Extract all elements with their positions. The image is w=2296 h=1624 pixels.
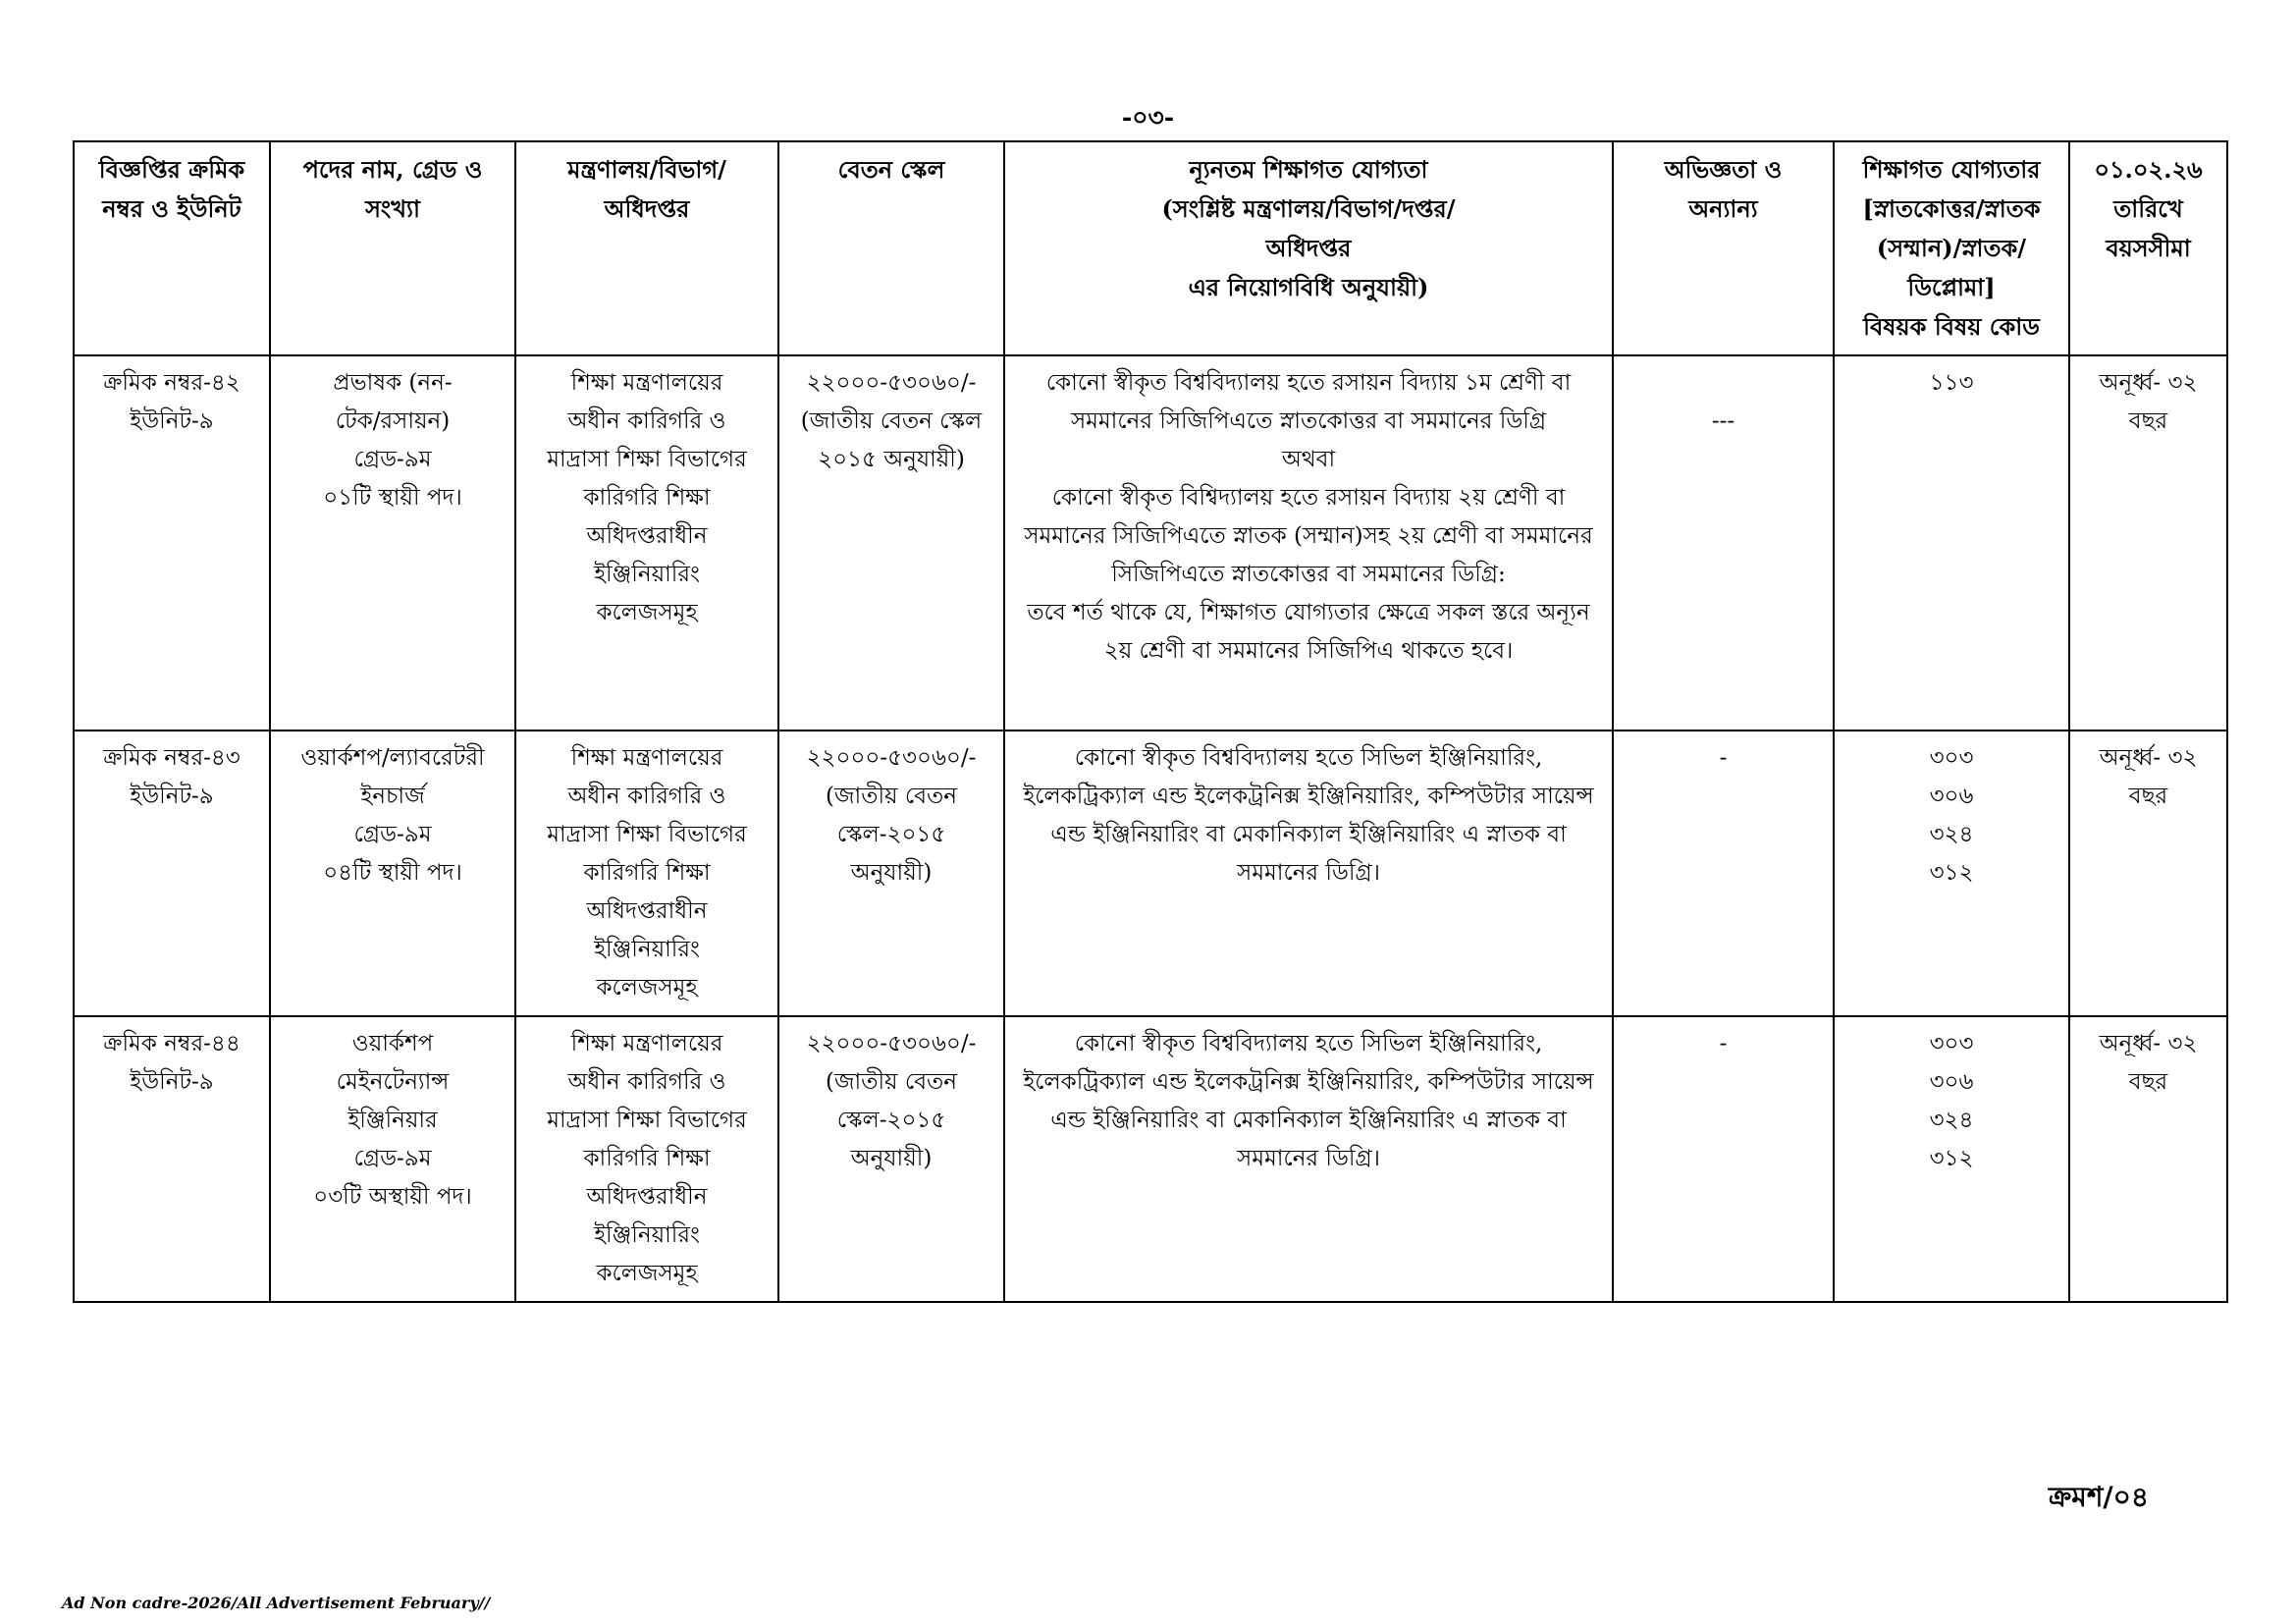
table-row bbox=[74, 731, 2227, 1016]
footer-reference: Ad Non cadre-2026/All Advertisement February// bbox=[62, 1594, 491, 1612]
age-limit-cell: অনূর্ধ্ব- ৩২ বছর bbox=[2069, 1016, 2227, 1302]
subject-code-cell: ১১৩ bbox=[1834, 355, 2069, 731]
age-limit-cell: অনূর্ধ্ব- ৩২ বছর bbox=[2069, 355, 2227, 731]
continued-label: ক্রমশ/০৪ bbox=[2048, 1481, 2149, 1513]
post-cell: প্রভাষক (নন- টেক/রসায়ন) গ্রেড-৯ম ০১টি স্থায়ী পদ। bbox=[270, 355, 515, 731]
recruitment-table bbox=[73, 140, 2228, 1303]
post-cell: ওয়ার্কশপ মেইনটেন্যান্স ইঞ্জিনিয়ার গ্রেড-৯ম ০৩টি অস্থায়ী পদ। bbox=[270, 1016, 515, 1302]
qualification-cell: কোনো স্বীকৃত বিশ্ববিদ্যালয় হতে সিভিল ইঞ্জিনিয়ারিং, ইলেকট্রিক্যাল এন্ড ইলেকট্রনিক্স ইঞ্জিনিয়ারিং, কম্পিউটার সায়েন্স এন্ড ইঞ্জিনিয়ারিং বা মেকানিক্যাল ইঞ্জিনিয়ারিং এ স্নাতক বা সমমানের ডিগ্রি। bbox=[1004, 1016, 1613, 1302]
post-cell: ওয়ার্কশপ/ল্যাবরেটরী ইনচার্জ গ্রেড-৯ম ০৪টি স্থায়ী পদ। bbox=[270, 731, 515, 1016]
qualification-cell: কোনো স্বীকৃত বিশ্ববিদ্যালয় হতে সিভিল ইঞ্জিনিয়ারিং, ইলেকট্রিক্যাল এন্ড ইলেকট্রনিক্স ইঞ্জিনিয়ারিং, কম্পিউটার সায়েন্স এন্ড ইঞ্জিনিয়ারিং বা মেকানিক্যাল ইঞ্জিনিয়ারিং এ স্নাতক বা সমমানের ডিগ্রি। bbox=[1004, 731, 1613, 1016]
ministry-cell: শিক্ষা মন্ত্রণালয়ের অধীন কারিগরি ও মাদ্রাসা শিক্ষা বিভাগের কারিগরি শিক্ষা অধিদপ্তরাধীন ইঞ্জিনিয়ারিং কলেজসমূহ bbox=[515, 731, 778, 1016]
qualification-cell: কোনো স্বীকৃত বিশ্ববিদ্যালয় হতে রসায়ন বিদ্যায় ১ম শ্রেণী বা সমমানের সিজিপিএতে স্নাতকোত্তর বা সমমানের ডিগ্রি অথবা কোনো স্বীকৃত বিশ্বিদ্যালয় হতে রসায়ন বিদ্যায় ২য় শ্রেণী বা সমমানের সিজিপিএতে স্নাতক (সম্মান)সহ ২য় শ্রেণী বা সমমানের সিজিপিএতে স্নাতকোত্তর বা সমমানের ডিগ্রি: তবে শর্ত থাকে যে, শিক্ষাগত যোগ্যতার ক্ষেত্রে সকল স্তরে অন্যূন ২য় শ্রেণী বা সমমানের সিজিপিএ থাকতে হবে। bbox=[1004, 355, 1613, 731]
page-number: -০৩- bbox=[1121, 103, 1175, 132]
table-row bbox=[74, 1016, 2227, 1302]
header-subject-code: শিক্ষাগত যোগ্যতার [স্নাতকোত্তর/স্নাতক (সম্মান)/স্নাতক/ ডিপ্লোমা] বিষয়ক বিষয় কোড bbox=[1834, 141, 2069, 355]
subject-code-cell: ৩০৩ ৩০৬ ৩২৪ ৩১২ bbox=[1834, 1016, 2069, 1302]
serial-cell: ক্রমিক নম্বর-৪৩ ইউনিট-৯ bbox=[74, 731, 270, 1016]
age-limit-cell: অনূর্ধ্ব- ৩২ বছর bbox=[2069, 731, 2227, 1016]
ministry-cell: শিক্ষা মন্ত্রণালয়ের অধীন কারিগরি ও মাদ্রাসা শিক্ষা বিভাগের কারিগরি শিক্ষা অধিদপ্তরাধীন ইঞ্জিনিয়ারিং কলেজসমূহ bbox=[515, 355, 778, 731]
header-age-limit: ০১.০২.২৬ তারিখে বয়সসীমা bbox=[2069, 141, 2227, 355]
pay-scale-cell: ২২০০০-৫৩০৬০/- (জাতীয় বেতন স্কেল-২০১৫ অনুযায়ী) bbox=[778, 731, 1004, 1016]
experience-cell: - bbox=[1613, 731, 1834, 1016]
serial-cell: ক্রমিক নম্বর-৪৪ ইউনিট-৯ bbox=[74, 1016, 270, 1302]
serial-cell: ক্রমিক নম্বর-৪২ ইউনিট-৯ bbox=[74, 355, 270, 731]
header-row bbox=[74, 141, 2227, 355]
subject-code-cell: ৩০৩ ৩০৬ ৩২৪ ৩১২ bbox=[1834, 731, 2069, 1016]
pay-scale-cell: ২২০০০-৫৩০৬০/- (জাতীয় বেতন স্কেল ২০১৫ অনুযায়ী) bbox=[778, 355, 1004, 731]
header-serial: বিজ্ঞপ্তির ক্রমিক নম্বর ও ইউনিট bbox=[74, 141, 270, 355]
pay-scale-cell: ২২০০০-৫৩০৬০/- (জাতীয় বেতন স্কেল-২০১৫ অনুযায়ী) bbox=[778, 1016, 1004, 1302]
experience-cell: - bbox=[1613, 1016, 1834, 1302]
header-ministry: মন্ত্রণালয়/বিভাগ/ অধিদপ্তর bbox=[515, 141, 778, 355]
header-qualification: ন্যূনতম শিক্ষাগত যোগ্যতা (সংশ্লিষ্ট মন্ত্রণালয়/বিভাগ/দপ্তর/ অধিদপ্তর এর নিয়োগবিধি অনুযায়ী) bbox=[1004, 141, 1613, 355]
experience-cell: --- bbox=[1613, 355, 1834, 731]
header-pay: বেতন স্কেল bbox=[778, 141, 1004, 355]
header-experience: অভিজ্ঞতা ও অন্যান্য bbox=[1613, 141, 1834, 355]
table-row bbox=[74, 355, 2227, 731]
header-post: পদের নাম, গ্রেড ও সংখ্যা bbox=[270, 141, 515, 355]
ministry-cell: শিক্ষা মন্ত্রণালয়ের অধীন কারিগরি ও মাদ্রাসা শিক্ষা বিভাগের কারিগরি শিক্ষা অধিদপ্তরাধীন ইঞ্জিনিয়ারিং কলেজসমূহ bbox=[515, 1016, 778, 1302]
